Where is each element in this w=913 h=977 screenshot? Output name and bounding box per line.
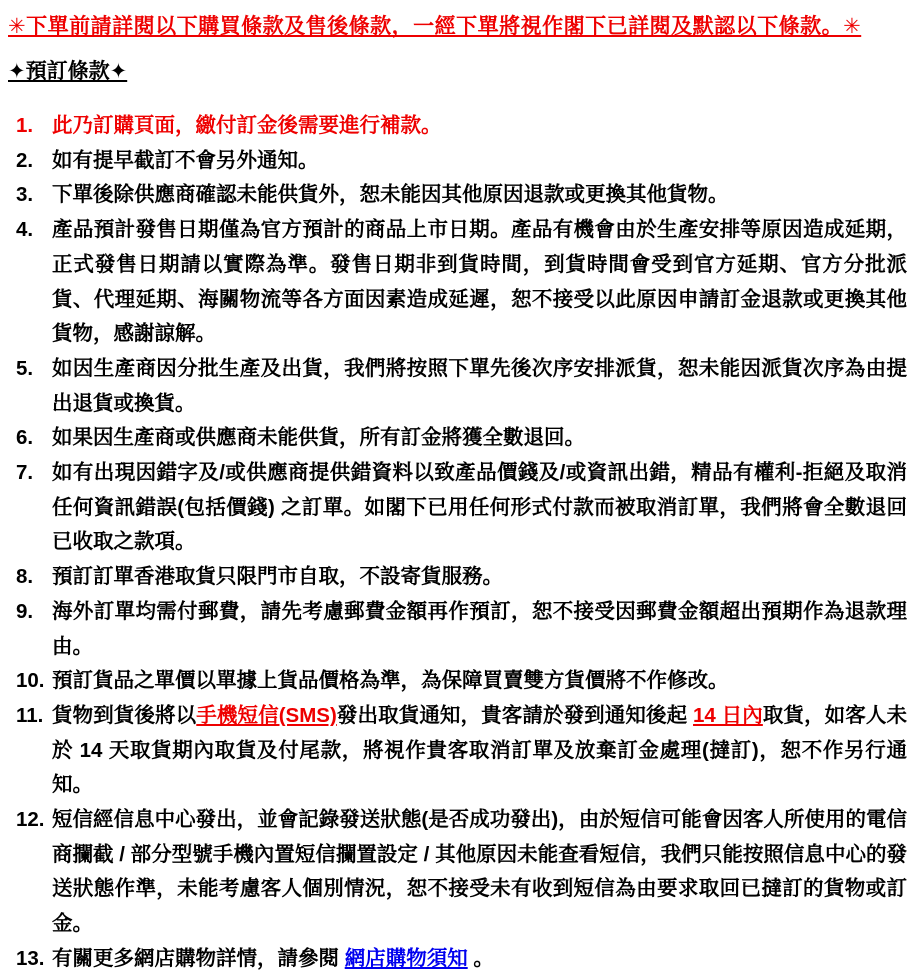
term-number: 5.	[16, 356, 34, 380]
term-text	[52, 565, 503, 588]
term-number: 3.	[16, 183, 34, 207]
term-text	[52, 149, 319, 172]
term-text-segment: 產品預計發售日期僅為官方預計的商品上市日期。產品有機會由於生產安排等原因造成延期，正式發售日期請以實際為準。發售日期非到貨時間，到貨時間會受到官方延期、官方分批派貨、代理延期、海關物流等各方面因素造成延遲，恕不接受以此原因申請訂金退款或更換其他貨物，感謝諒解。	[52, 218, 907, 346]
term-item-5	[8, 352, 907, 421]
term-item-11	[8, 699, 907, 803]
term-text	[52, 947, 494, 970]
term-text	[52, 426, 585, 449]
term-number: 11.	[16, 703, 44, 727]
term-text-segment: 如有提早截訂不會另外通知。	[52, 148, 319, 172]
term-number: 10.	[16, 669, 45, 693]
term-text-segment: 取貨，如客人未於 14 天取貨期內取貨及付尾款，將視作貴客取消訂單及放棄訂金處理(撻訂)，恕不作另行通知。	[52, 703, 908, 797]
term-text	[52, 669, 729, 692]
term-item-7	[8, 456, 907, 560]
term-item-13	[8, 942, 907, 977]
term-text	[52, 461, 907, 553]
term-text-segment: 如有出現因錯字及/或供應商提供錯資料以致產品價錢及/或資訊出錯，精品有權利-拒絕及取消任何資訊錯誤(包括價錢) 之訂單。如閣下已用任何形式付款而被取消訂單，我們將會全數退回已收取之款項。	[52, 461, 907, 554]
term-item-8	[8, 560, 907, 595]
term-text-segment: 如因生產商因分批生產及出貨，我們將按照下單先後次序安排派貨，恕未能因派貨次序為由提出退貨或換貨。	[52, 356, 907, 415]
term-item-3	[8, 178, 907, 213]
term-text-segment: 短信經信息中心發出，並會記錄發送狀態(是否成功發出)，由於短信可能會因客人所使用的電信商攔截 / 部分型號手機內置短信攔置設定 / 其他原因未能查看短信，我們只能按照信息中心的發送狀態作準，未能考慮客人個別情況，恕不接受未有收到短信為由要求取回已撻訂的貨物或訂金。	[52, 808, 907, 936]
term-number: 9.	[16, 599, 34, 623]
term-text-segment: 此乃訂購頁面，繳付訂金後需要進行補款。	[52, 114, 442, 137]
term-text-segment: 有關更多網店購物詳情，請參閱	[52, 946, 345, 970]
term-text-segment: 海外訂單均需付郵費，請先考慮郵費金額再作預訂，恕不接受因郵費金額超出預期作為退款理由。	[52, 599, 907, 658]
term-text-segment: 。	[467, 946, 494, 970]
term-item-2	[8, 144, 907, 179]
terms-list	[8, 109, 907, 977]
term-text	[52, 600, 907, 658]
term-text-segment: 貨物到貨後將以	[52, 703, 197, 727]
term-number: 2.	[16, 148, 34, 172]
term-text	[52, 808, 907, 935]
preorder-terms-title: ✦預訂條款✦	[8, 60, 128, 83]
term-item-6	[8, 421, 907, 456]
highlighted-text: 手機短信(SMS)	[196, 703, 337, 727]
shop-guide-link[interactable]: 網店購物須知	[344, 946, 468, 970]
term-text-segment: 下單後除供應商確認未能供貨外，恕未能因其他原因退款或更換其他貨物。	[52, 183, 729, 207]
term-number: 8.	[16, 565, 34, 589]
term-item-12	[8, 803, 907, 942]
purchase-terms-alert: ✳下單前請詳閱以下購買條款及售後條款，一經下單將視作閣下已詳閱及默認以下條款。✳	[8, 15, 862, 38]
term-text-segment: 預訂貨品之單價以單據上貨品價格為準，為保障買賣雙方貨價將不作修改。	[52, 669, 729, 693]
term-item-4	[8, 213, 907, 352]
term-text	[52, 218, 907, 345]
highlighted-text: 14 日內	[693, 703, 763, 727]
term-number: 1.	[16, 114, 34, 137]
term-item-9	[8, 595, 907, 664]
term-number: 13.	[16, 946, 45, 970]
term-item-10	[8, 664, 907, 699]
term-text-segment: 如果因生產商或供應商未能供貨，所有訂金將獲全數退回。	[52, 426, 585, 450]
term-text	[52, 183, 729, 206]
term-number: 12.	[16, 808, 45, 832]
term-item-1	[8, 109, 907, 144]
term-text	[52, 114, 442, 137]
term-text	[52, 357, 907, 415]
term-number: 6.	[16, 426, 34, 450]
term-text	[52, 704, 907, 796]
term-number: 7.	[16, 461, 34, 485]
term-text-segment: 預訂訂單香港取貨只限門市自取，不設寄貨服務。	[52, 565, 503, 589]
term-text-segment: 發出取貨通知，貴客請於發到通知後起	[336, 703, 694, 727]
term-number: 4.	[16, 218, 34, 242]
